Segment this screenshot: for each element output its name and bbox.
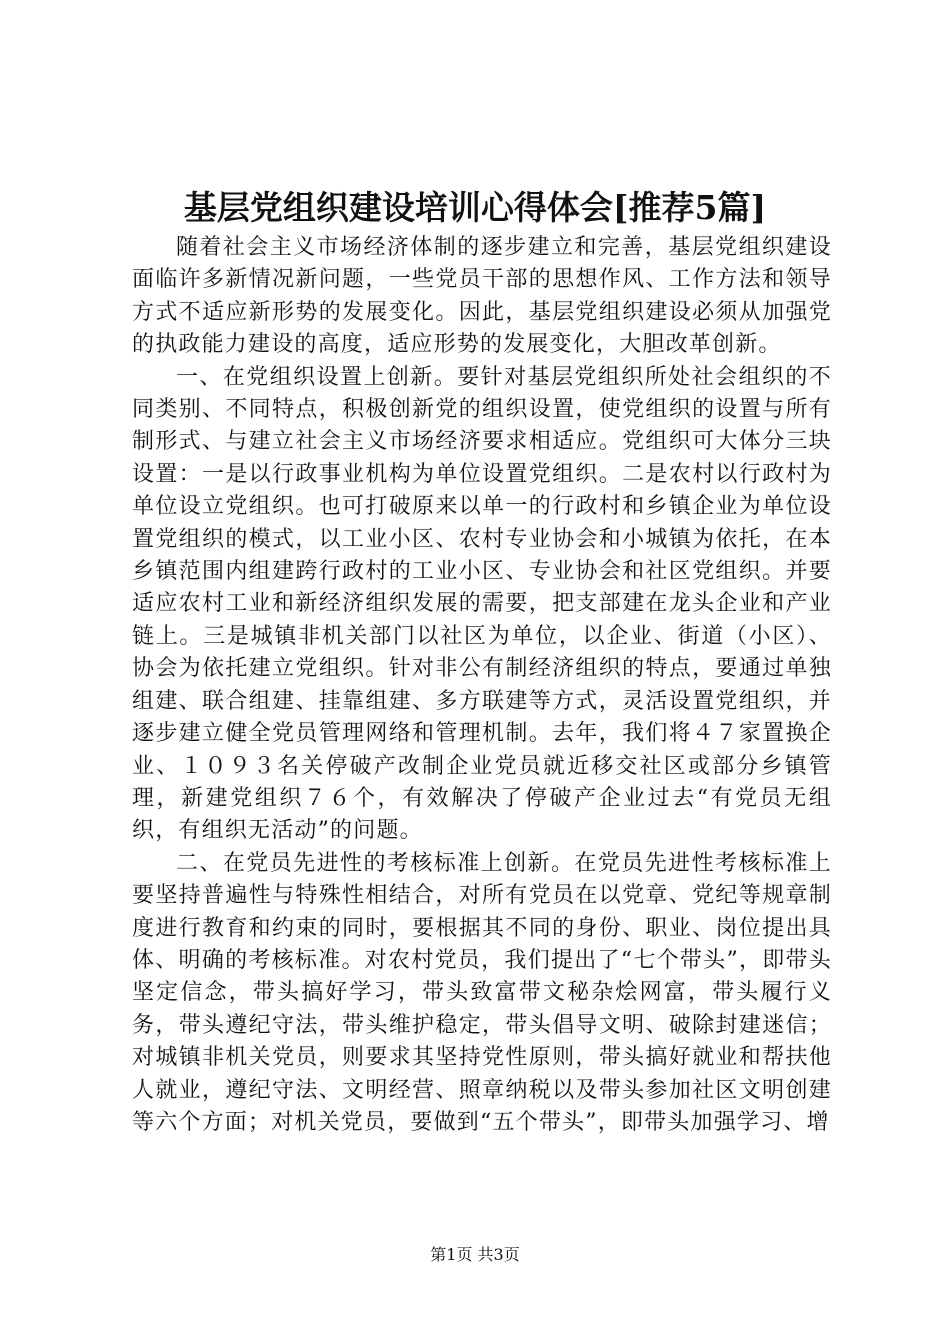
paragraph-section-1: 一、在党组织设置上创新。要针对基层党组织所处社会组织的不同类别、不同特点，积极创新党的组织设置，使党组织的设置与所有制形式、与建立社会主义市场经济要求相适应。党组织可大体分三块设置：一是以行政事业机构为单位设置党组织。二是农村以行政村为单位设立党组织。也可打破原来以单一的行政村和乡镇企业为单位设置党组织的模式，以工业小区、农村专业协会和小城镇为依托，在本乡镇范围内组建跨行政村的工业小区、专业协会和社区党组织。并要适应农村工业和新经济组织发展的需要，把支部建在龙头企业和产业链上。三是城镇非机关部门以社区为单位，以企业、街道（小区）、协会为依托建立党组织。针对非公有制经济组织的特点，要通过单独组建、联合组建、挂靠组建、多方联建等方式，灵活设置党组织，并逐步建立健全党员管理网络和管理机制。去年，我们将４７家置换企业、１０９３名关停破产改制企业党员就近移交社区或部分乡镇管理，新建党组织７６个，有效解决了停破产企业过去“有党员无组织，有组织无活动”的问题。 (132, 364, 832, 844)
document-body (132, 232, 832, 1139)
document-title: 基层党组织建设培训心得体会[推荐5篇] (183, 188, 767, 227)
paragraph-section-2: 二、在党员先进性的考核标准上创新。在党员先进性考核标准上要坚持普遍性与特殊性相结合，对所有党员在以党章、党纪等规章制度进行教育和约束的同时，要根据其不同的身份、职业、岗位提出具体、明确的考核标准。对农村党员，我们提出了“七个带头”，即带头坚定信念，带头搞好学习，带头致富带文秘杂烩网富，带头履行义务，带头遵纪守法，带头维护稳定，带头倡导文明、破除封建迷信；对城镇非机关党员，则要求其坚持党性原则，带头搞好就业和帮扶他人就业，遵纪守法、文明经营、照章纳税以及带头参加社区文明创建等六个方面；对机关党员，要做到“五个带头”，即带头加强学习、增 (132, 850, 832, 1135)
page-number-footer: 第1页 共3页 (430, 1245, 520, 1264)
paragraph-intro: 随着社会主义市场经济体制的逐步建立和完善，基层党组织建设面临许多新情况新问题，一些党员干部的思想作风、工作方法和领导方式不适应新形势的发展变化。因此，基层党组织建设必须从加强党的执政能力建设的高度，适应形势的发展变化，大胆改革创新。 (132, 235, 832, 358)
